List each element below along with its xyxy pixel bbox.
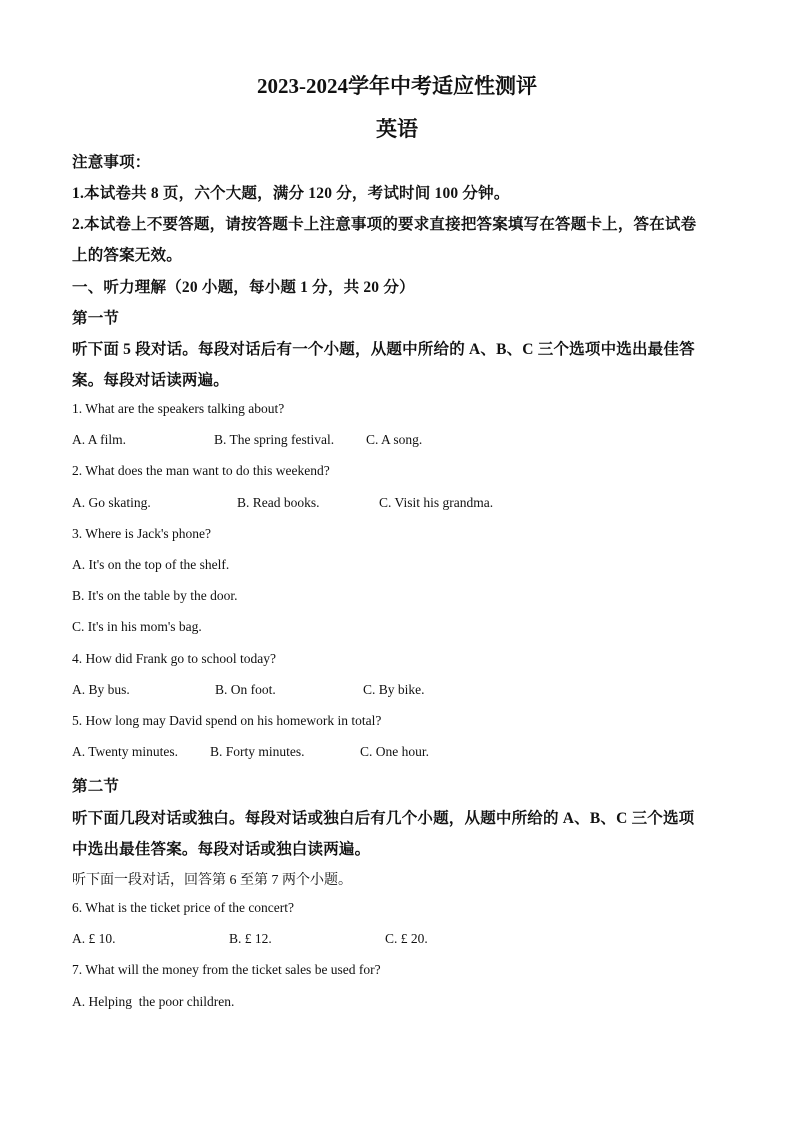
question-2: 2. What does the man want to do this weekend? <box>72 463 330 478</box>
part-2-instruction-line-2: 中选出最佳答案。每段对话或独白读两遍。 <box>72 841 371 858</box>
notice-item-1: 1.本试卷共 8 页，六个大题，满分 120 分，考试时间 100 分钟。 <box>72 185 510 202</box>
question-2-option-b: B. Read books. <box>237 495 320 510</box>
notice-item-2-line-2: 上的答案无效。 <box>72 247 182 264</box>
notice-item-2-line-1: 2.本试卷上不要答题，请按答题卡上注意事项的要求直接把答案填写在答题卡上，答在试卷 <box>72 216 697 233</box>
question-4-option-c: C. By bike. <box>363 682 425 697</box>
question-1: 1. What are the speakers talking about? <box>72 401 285 416</box>
question-6-option-a: A. £ 10. <box>72 931 116 946</box>
question-5-option-b: B. Forty minutes. <box>210 744 305 759</box>
question-6-option-b: B. £ 12. <box>229 931 272 946</box>
question-3-option-b: B. It's on the table by the door. <box>72 588 238 603</box>
question-1-option-a: A. A film. <box>72 432 127 447</box>
question-4-option-a: A. By bus. <box>72 682 130 697</box>
question-3-option-a: A. It's on the top of the shelf. <box>72 557 230 572</box>
question-4: 4. How did Frank go to school today? <box>72 651 276 666</box>
part-2-instruction-line-1: 听下面几段对话或独白。每段对话或独白后有几个小题，从题中所给的 A、B、C 三个选项 <box>72 810 695 827</box>
question-4-option-b: B. On foot. <box>215 682 276 697</box>
question-2-option-a: A. Go skating. <box>72 495 151 510</box>
question-1-option-c: C. A song. <box>366 432 423 447</box>
question-3-option-c: C. It's in his mom's bag. <box>72 619 202 634</box>
part-1-instruction-line-2: 案。每段对话读两遍。 <box>72 372 230 389</box>
question-5-option-c: C. One hour. <box>360 744 429 759</box>
part-1-label: 第一节 <box>72 310 120 327</box>
question-3: 3. Where is Jack's phone? <box>72 526 212 541</box>
part-1-instruction-line-1: 听下面 5 段对话。每段对话后有一个小题，从题中所给的 A、B、C 三个选项中选出最佳答 <box>72 341 695 358</box>
section-1-title: 一、听力理解（20 小题，每小题 1 分，共 20 分） <box>72 279 415 296</box>
question-5-option-a: A. Twenty minutes. <box>72 744 179 759</box>
question-7: 7. What will the money from the ticket sales be used for? <box>72 962 381 977</box>
question-6: 6. What is the ticket price of the concert? <box>72 900 295 915</box>
question-2-option-c: C. Visit his grandma. <box>379 495 494 510</box>
exam-title: 2023-2024学年中考适应性测评 <box>257 74 537 98</box>
question-6-option-c: C. £ 20. <box>385 931 428 946</box>
question-7-option-a: A. Helping the poor children. <box>72 994 235 1009</box>
question-1-option-b: B. The spring festival. <box>214 432 335 447</box>
part-2-label: 第二节 <box>72 778 120 795</box>
part-2-sub-instruction: 听下面一段对话，回答第 6 至第 7 两个小题。 <box>72 873 352 888</box>
question-5: 5. How long may David spend on his homework in total? <box>72 713 382 728</box>
notice-heading: 注意事项： <box>72 154 151 171</box>
exam-subject: 英语 <box>376 117 418 141</box>
